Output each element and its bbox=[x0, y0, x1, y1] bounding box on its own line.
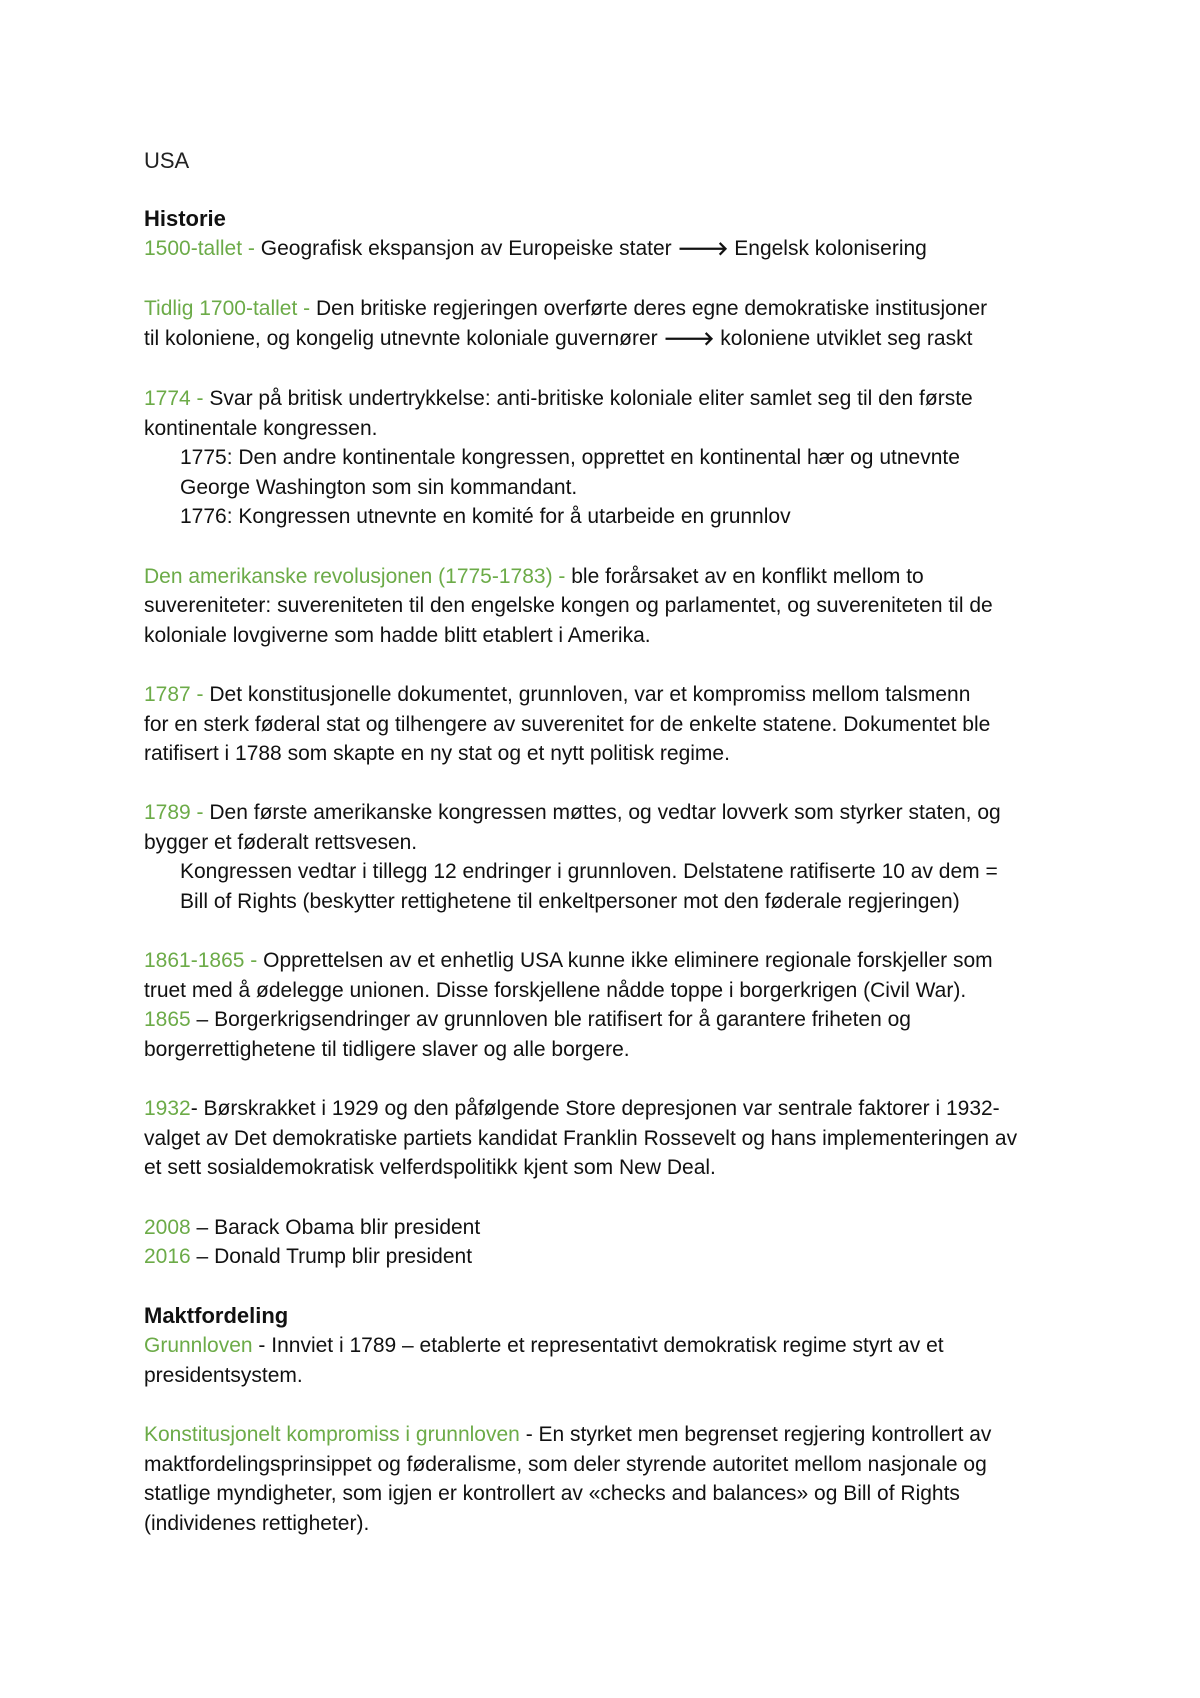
date-label: 2016 bbox=[144, 1245, 191, 1269]
text-line bbox=[144, 1213, 1074, 1243]
body-text: Donald Trump blir president bbox=[214, 1245, 473, 1269]
text-line bbox=[144, 946, 1074, 976]
body-text: bygger et føderalt rettsvesen. bbox=[144, 830, 418, 854]
text-line bbox=[144, 798, 1074, 828]
label-separator: - bbox=[190, 801, 210, 825]
body-text: (individenes rettigheter). bbox=[144, 1511, 370, 1535]
text-line bbox=[144, 1479, 1074, 1509]
text-line bbox=[144, 887, 1074, 917]
text-line bbox=[144, 976, 1074, 1006]
label-separator: - bbox=[190, 1097, 204, 1121]
body-text: maktfordelingsprinsippet og føderalisme, som deler styrende autoritet mellom nasjonale og bbox=[144, 1452, 987, 1476]
body-text: valget av Det demokratiske partiets kandidat Franklin Rossevelt og hans implementeringen av bbox=[144, 1126, 1018, 1150]
label-separator: - bbox=[252, 1334, 272, 1358]
text-line bbox=[144, 1420, 1074, 1450]
body-text: til koloniene, og kongelig utnevnte koloniale guvernører bbox=[144, 326, 664, 350]
label-separator: - bbox=[297, 297, 316, 321]
body-text: Geografisk ekspansjon av Europeiske stater bbox=[260, 237, 678, 260]
text-line bbox=[144, 1153, 1074, 1183]
text-line bbox=[144, 710, 1074, 740]
body-text: Borgerkrigsendringer av grunnloven ble ratifisert for å garantere friheten og bbox=[214, 1008, 911, 1032]
text-line bbox=[144, 324, 1074, 355]
arrow-right-icon: 🡒 bbox=[663, 327, 715, 350]
text-line bbox=[144, 562, 1074, 592]
date-label: 1789 bbox=[144, 801, 191, 825]
body-text: Bill of Rights (beskytter rettighetene til enkeltpersoner mot den føderale regjeringen) bbox=[180, 890, 960, 914]
date-label: Den amerikanske revolusjonen (1775-1783) bbox=[144, 564, 553, 588]
section-heading: Maktfordeling bbox=[144, 1303, 289, 1329]
text-line bbox=[144, 234, 1074, 265]
body-text: Engelsk kolonisering bbox=[728, 237, 927, 260]
body-text: En styrket men begrenset regjering kontrollert av bbox=[538, 1423, 992, 1447]
text-line bbox=[144, 294, 1074, 324]
date-label: 1865 bbox=[144, 1008, 191, 1032]
paragraph bbox=[144, 798, 1074, 916]
text-line bbox=[144, 591, 1074, 621]
paragraph bbox=[144, 562, 1074, 651]
body-text: ble forårsaket av en konflikt mellom to bbox=[571, 564, 924, 588]
date-label: 1774 bbox=[144, 386, 191, 410]
body-text: presidentsystem. bbox=[144, 1363, 303, 1387]
label-separator: – bbox=[190, 1215, 215, 1239]
body-text: koloniale lovgiverne som hadde blitt etablert i Amerika. bbox=[144, 623, 651, 647]
body-text: Opprettelsen av et enhetlig USA kunne ikke eliminere regionale forskjeller som bbox=[263, 949, 993, 973]
text-line bbox=[144, 828, 1074, 858]
document-title: USA bbox=[144, 148, 190, 173]
text-line bbox=[144, 384, 1074, 414]
text-line bbox=[144, 1331, 1074, 1361]
body-text: Det konstitusjonelle dokumentet, grunnloven, var et kompromiss mellom talsmenn bbox=[209, 682, 971, 706]
body-text: kontinentale kongressen. bbox=[144, 416, 378, 440]
body-text: statlige myndigheter, som igjen er kontrollert av «checks and balances» og Bill of Rights bbox=[144, 1482, 960, 1506]
date-label: 1500-tallet bbox=[144, 237, 243, 260]
label-separator: - bbox=[244, 949, 264, 973]
paragraph bbox=[144, 234, 1074, 265]
arrow-right-icon: 🡒 bbox=[677, 238, 729, 260]
text-line bbox=[144, 1450, 1074, 1480]
body-text: suvereniteter: suvereniteten til den engelske kongen og parlamentet, og suvereniteten til de bbox=[144, 594, 993, 618]
date-label: 2008 bbox=[144, 1215, 191, 1239]
body-text: Barack Obama blir president bbox=[214, 1215, 481, 1239]
body-text: truet med å ødelegge unionen. Disse forskjellene nådde toppe i borgerkrigen (Civil War). bbox=[144, 978, 967, 1002]
text-line bbox=[144, 1361, 1074, 1391]
body-text: for en sterk føderal stat og tilhengere av suverenitet for de enkelte statene. Dokumentet ble bbox=[144, 712, 991, 736]
date-label: 1787 bbox=[144, 682, 191, 706]
text-line bbox=[144, 1242, 1074, 1272]
label-separator: - bbox=[242, 237, 261, 260]
body-text: ratifisert i 1788 som skapte en ny stat og et nytt politisk regime. bbox=[144, 742, 730, 766]
label-separator: - bbox=[190, 682, 210, 706]
body-text: George Washington som sin kommandant. bbox=[180, 475, 578, 499]
label-separator: - bbox=[519, 1423, 539, 1447]
paragraph bbox=[144, 1213, 1074, 1272]
text-line bbox=[144, 1035, 1074, 1065]
document-page bbox=[144, 146, 1074, 1568]
text-line bbox=[144, 443, 1074, 473]
date-label: Konstitusjonelt kompromiss i grunnloven bbox=[144, 1423, 520, 1447]
label-separator: - bbox=[552, 564, 572, 588]
paragraph bbox=[144, 680, 1074, 769]
body-text: Innviet i 1789 – etablerte et representativt demokratisk regime styrt av et bbox=[271, 1334, 944, 1358]
date-label: 1861-1865 bbox=[144, 949, 245, 973]
body-text: 1776: Kongressen utnevnte en komité for å utarbeide en grunnlov bbox=[180, 505, 791, 529]
body-text: et sett sosialdemokratisk velferdspolitikk kjent som New Deal. bbox=[144, 1156, 716, 1180]
text-line bbox=[144, 1124, 1074, 1154]
section-heading: Historie bbox=[144, 206, 226, 231]
paragraph bbox=[144, 1420, 1074, 1538]
body-text: koloniene utviklet seg raskt bbox=[714, 326, 973, 350]
date-label: Tidlig 1700-tallet bbox=[144, 297, 298, 321]
text-line bbox=[144, 1509, 1074, 1539]
body-text: Børskrakket i 1929 og den påfølgende Store depresjonen var sentrale faktorer i 1932- bbox=[203, 1097, 1000, 1121]
body-text: borgerrettighetene til tidligere slaver og alle borgere. bbox=[144, 1038, 630, 1062]
body-text: Kongressen vedtar i tillegg 12 endringer i grunnloven. Delstatene ratifiserte 10 av dem = bbox=[180, 860, 998, 884]
body-text: Den britiske regjeringen overførte deres egne demokratiske institusjoner bbox=[315, 297, 988, 321]
paragraph bbox=[144, 1331, 1074, 1390]
label-separator: - bbox=[190, 386, 210, 410]
document-body bbox=[144, 204, 1074, 1539]
text-line bbox=[144, 1094, 1074, 1124]
text-line bbox=[144, 857, 1074, 887]
text-line bbox=[144, 473, 1074, 503]
text-line bbox=[144, 414, 1074, 444]
paragraph bbox=[144, 294, 1074, 354]
body-text: 1775: Den andre kontinentale kongressen, opprettet en kontinental hær og utnevnte bbox=[180, 446, 960, 470]
date-label: 1932 bbox=[144, 1097, 191, 1121]
body-text: Den første amerikanske kongressen møttes, og vedtar lovverk som styrker staten, og bbox=[209, 801, 1001, 825]
text-line bbox=[144, 502, 1074, 532]
paragraph bbox=[144, 1094, 1074, 1183]
paragraph bbox=[144, 384, 1074, 532]
date-label: Grunnloven bbox=[144, 1334, 253, 1358]
body-text: Svar på britisk undertrykkelse: anti-britiske koloniale eliter samlet seg til den første bbox=[209, 386, 973, 410]
label-separator: – bbox=[190, 1008, 215, 1032]
paragraph bbox=[144, 946, 1074, 1064]
text-line bbox=[144, 621, 1074, 651]
text-line bbox=[144, 739, 1074, 769]
text-line bbox=[144, 1005, 1074, 1035]
label-separator: – bbox=[190, 1245, 215, 1269]
text-line bbox=[144, 680, 1074, 710]
